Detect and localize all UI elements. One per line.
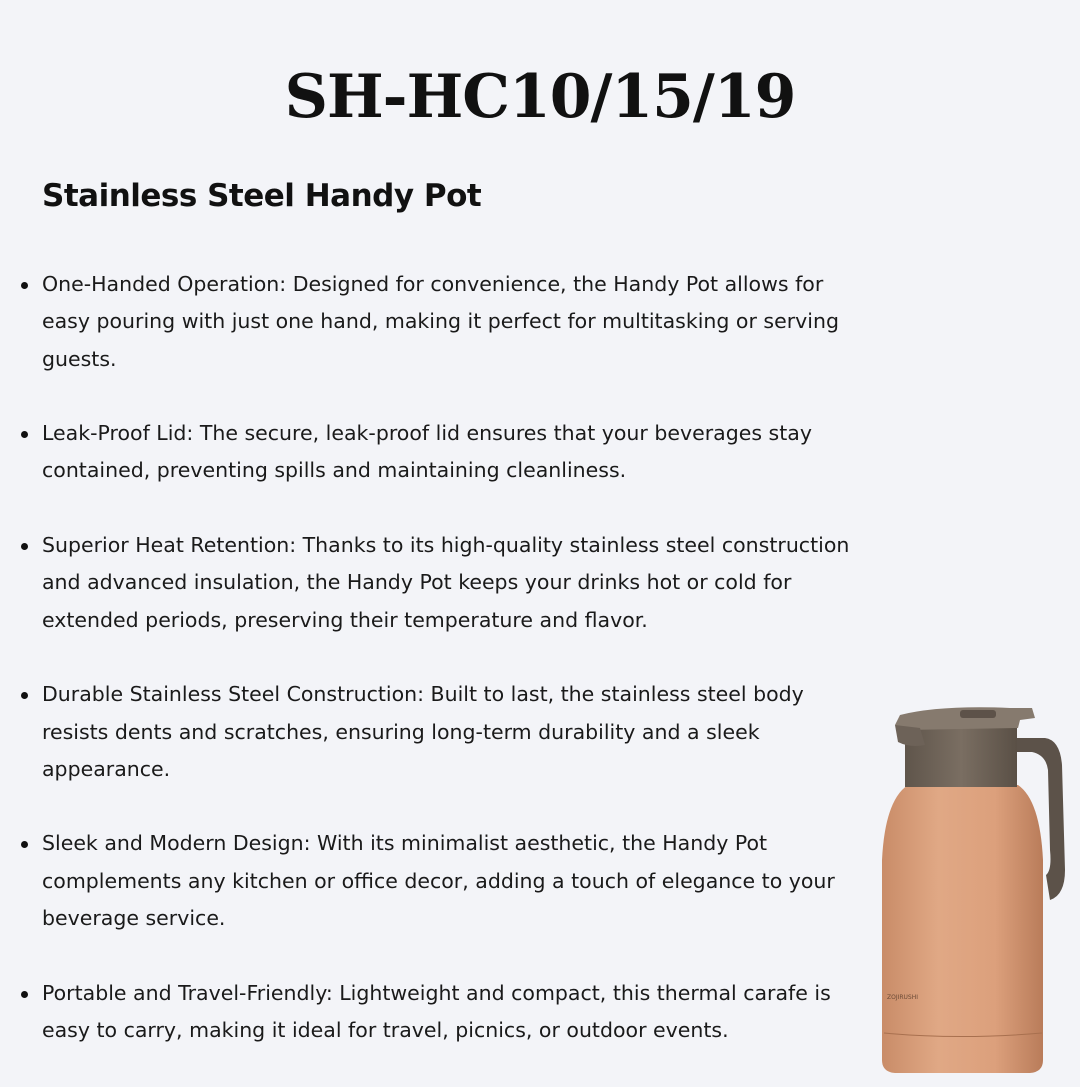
feature-item: Superior Heat Retention: Thanks to its high-quality stainless steel construction and advanced insulation, the Handy Pot keeps your drinks hot or cold for extended periods, preserving their temperature and flavor.	[42, 527, 852, 639]
handy-pot-image	[860, 690, 1080, 1080]
feature-item: Leak-Proof Lid: The secure, leak-proof lid ensures that your beverages stay contained, preventing spills and maintaining cleanliness.	[42, 415, 852, 490]
feature-item: Portable and Travel-Friendly: Lightweight and compact, this thermal carafe is easy to carry, making it ideal for travel, picnics, or outdoor events.	[42, 975, 852, 1050]
feature-list	[42, 266, 852, 1087]
product-subtitle: Stainless Steel Handy Pot	[42, 178, 482, 214]
product-model-title: SH-HC10/15/19	[284, 62, 796, 132]
feature-item: Durable Stainless Steel Construction: Built to last, the stainless steel body resists dents and scratches, ensuring long-term durability and a sleek appearance.	[42, 676, 852, 788]
feature-item: Sleek and Modern Design: With its minimalist aesthetic, the Handy Pot complements any kitchen or office decor, adding a touch of elegance to your beverage service.	[42, 825, 852, 937]
feature-item: One-Handed Operation: Designed for convenience, the Handy Pot allows for easy pouring with just one hand, making it perfect for multitasking or serving guests.	[42, 266, 852, 378]
brand-mark: ZOJIRUSHI	[887, 994, 919, 1001]
